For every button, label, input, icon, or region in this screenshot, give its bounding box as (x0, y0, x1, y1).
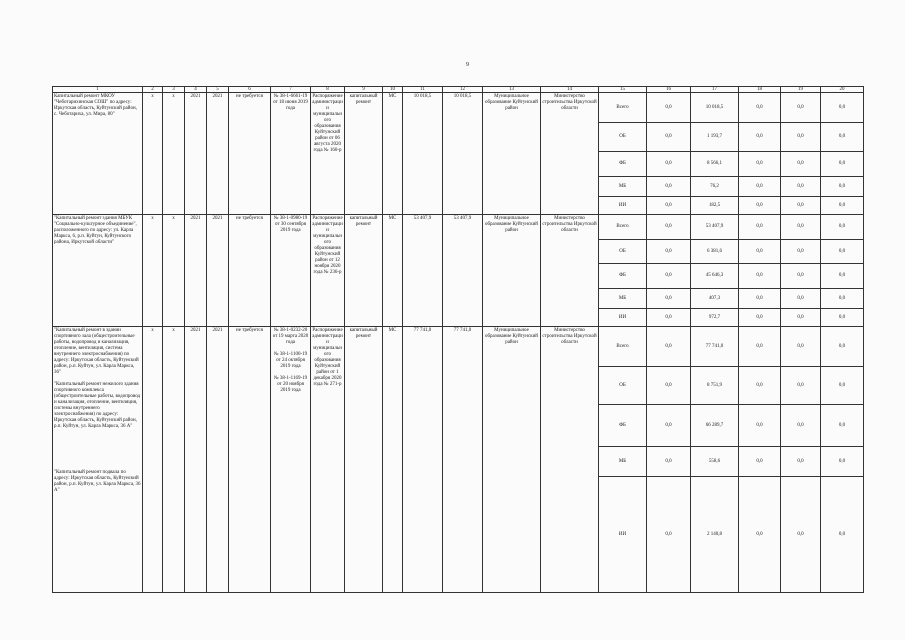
table-cell: 182,5 (691, 197, 739, 215)
table-cell: не требуется (229, 215, 271, 327)
table-cell: 0,0 (647, 215, 691, 240)
table-cell: 0,0 (781, 309, 821, 327)
table-cell: 10 018,5 (403, 93, 443, 215)
object-name-cell: "Капитальный ремонт здания МБУК "Социально-культурное объединение", расположенного по адресу: ул. Карла Маркса, 6, р.п. Куйтун, Куйтунского района, Иркутской области" (53, 215, 143, 327)
table-cell: 0,0 (781, 477, 821, 593)
table-cell: 0,0 (647, 309, 691, 327)
table-cell: Распоряжение администрации муниципального образования Куйтунский район от 06 августа 2020 года № 160-р (311, 93, 345, 215)
table-cell: х (163, 215, 185, 327)
expert-conclusion: № 38-1-1169-19 от 20 ноября 2019 года (273, 376, 308, 393)
col-number: 13 (483, 87, 541, 93)
table-cell: 53 407,9 (691, 215, 739, 240)
table-cell: 0,0 (647, 367, 691, 405)
table-cell: 0,0 (821, 215, 864, 240)
funding-source-label: ОБ (599, 367, 647, 405)
table-cell: 0,0 (821, 264, 864, 289)
expert-conclusion: № 38-1-1100-19 от 24 октября 2019 года (273, 352, 308, 369)
table-cell: 2021 (207, 93, 229, 215)
object-name: "Капитальный ремонт в здании спортивного зала (общестроительные работы, водопровод и канализация, отопление, вентиляция, система внутреннего электроснабжения) по адресу: Иркутская область, Куйтунский район, р.п. Куйтун, ул. Карла Маркса, 36" (54, 328, 139, 375)
col-number: 15 (599, 87, 647, 93)
table-cell: 0,0 (781, 405, 821, 447)
col-number: 1 (53, 87, 143, 93)
expert-conclusion: № 38-1-0232-20 от 19 марта 2020 года (272, 328, 309, 345)
table-cell: 407,3 (691, 289, 739, 309)
object-name: "Капитальный ремонт нежилого здания спортивного комплекса (общестроительные работы, водопровод и канализация, отопление, вентиляция, системы внутреннего электроснабжения) по адресу: Иркутская область, Куйтунский район, р.п. Куйтун, ул. Карла Маркса, 36 А" (54, 382, 141, 429)
table-cell: 53 407,9 (443, 215, 483, 327)
funding-source-label: ИИ (599, 477, 647, 593)
table-cell: 0,0 (821, 152, 864, 177)
table-cell: 45 646,3 (691, 264, 739, 289)
table-cell: 2 140,8 (691, 477, 739, 593)
table-cell: 0,0 (739, 447, 781, 477)
table-cell: 10 018,5 (443, 93, 483, 215)
table-cell: № 38-1-0980-19 от 30 сентября 2019 года (271, 215, 311, 327)
table-cell: 0,0 (821, 477, 864, 593)
table-cell: 66 289,7 (691, 405, 739, 447)
table-cell: 0,0 (821, 367, 864, 405)
col-number: 16 (647, 87, 691, 93)
table-cell: 558,6 (691, 447, 739, 477)
funding-source-label: ИИ (599, 197, 647, 215)
funding-source-label: ОБ (599, 123, 647, 152)
table-cell: 0,0 (781, 93, 821, 123)
table-cell: 77 741,0 (443, 327, 483, 593)
table-cell: Муниципальное образование Куйтунский район (483, 215, 541, 327)
table-cell: 0,0 (781, 152, 821, 177)
table-cell: 0,0 (821, 240, 864, 264)
table-cell: 0,0 (647, 327, 691, 367)
table-cell: 6 381,6 (691, 240, 739, 264)
table-cell: 0,0 (739, 309, 781, 327)
table-cell: капитальный ремонт (345, 93, 383, 215)
col-number: 19 (781, 87, 821, 93)
table-cell: 0,0 (647, 177, 691, 197)
table-cell: 2021 (185, 215, 207, 327)
table-cell: Распоряжение администрации муниципального образования Куйтунский район от 12 ноября 2020 года № 236-р (311, 215, 345, 327)
table-cell: 0,0 (647, 123, 691, 152)
table-cell: 0,0 (739, 123, 781, 152)
col-number: 10 (383, 87, 403, 93)
table-cell: 0,0 (739, 197, 781, 215)
table-cell: 0,0 (821, 289, 864, 309)
table-cell: 2021 (185, 327, 207, 593)
col-number: 6 (229, 87, 271, 93)
program-table (52, 86, 864, 593)
conclusion-cell (271, 327, 311, 593)
table-cell: 972,7 (691, 309, 739, 327)
table-cell: не требуется (229, 327, 271, 593)
funding-source-label: Всего (599, 327, 647, 367)
col-number: 17 (691, 87, 739, 93)
funding-source-label: ФБ (599, 264, 647, 289)
funding-source-label: МБ (599, 447, 647, 477)
table-cell: 0,0 (821, 447, 864, 477)
table-cell: 0,0 (781, 197, 821, 215)
table-cell: 53 407,9 (403, 215, 443, 327)
table-cell: 0,0 (781, 367, 821, 405)
table-cell: 0,0 (647, 477, 691, 593)
table-cell: Распоряжение администрации муниципального образования Куйтунский район от 1 декабря 2020 года № 271-р (311, 327, 345, 593)
table-cell: 77 741,0 (403, 327, 443, 593)
table-cell: 0,0 (821, 327, 864, 367)
table-cell: 0,0 (781, 264, 821, 289)
table-cell: 0,0 (739, 264, 781, 289)
table-cell: 0,0 (781, 123, 821, 152)
table-cell: 10 018,5 (691, 93, 739, 123)
col-number: 4 (185, 87, 207, 93)
table-row (53, 215, 864, 240)
table-cell: 0,0 (739, 477, 781, 593)
table-cell: х (163, 93, 185, 215)
table-cell: х (143, 327, 163, 593)
table-cell: 0,0 (739, 327, 781, 367)
table-cell: 0,0 (781, 240, 821, 264)
table-cell: 8 751,9 (691, 367, 739, 405)
table-cell: 0,0 (781, 177, 821, 197)
table-cell: 0,0 (781, 215, 821, 240)
table-cell: 0,0 (739, 240, 781, 264)
table-cell: 77 741,0 (691, 327, 739, 367)
table-cell: 0,0 (781, 447, 821, 477)
table-cell: 0,0 (821, 309, 864, 327)
table-cell: 2021 (207, 215, 229, 327)
table-cell: МС (383, 327, 403, 593)
table-cell: 0,0 (821, 123, 864, 152)
funding-source-label: ФБ (599, 405, 647, 447)
table-cell: 2021 (185, 93, 207, 215)
table-cell: Министерство строительства Иркутской области (541, 93, 599, 215)
table-cell: 1 193,7 (691, 123, 739, 152)
table-cell: 0,0 (821, 177, 864, 197)
table-cell: Министерство строительства Иркутской области (541, 215, 599, 327)
table-cell: х (163, 327, 185, 593)
table-cell: 0,0 (781, 289, 821, 309)
table-cell: № 38-1-6661-19 от 18 июня 2019 года (271, 93, 311, 215)
table-cell: 0,0 (647, 93, 691, 123)
table-row (53, 93, 864, 123)
funding-source-label: МБ (599, 289, 647, 309)
col-number: 3 (163, 87, 185, 93)
object-name-cell (53, 327, 143, 593)
table-cell: х (143, 93, 163, 215)
table-cell: МС (383, 215, 403, 327)
table-cell: Муниципальное образование Куйтунский район (483, 93, 541, 215)
funding-source-label: ФБ (599, 152, 647, 177)
table-cell: не требуется (229, 93, 271, 215)
table-cell: Министерство строительства Иркутской области (541, 327, 599, 593)
col-number: 9 (345, 87, 383, 93)
col-number: 7 (271, 87, 311, 93)
page-number: 9 (466, 62, 469, 68)
table-cell: 0,0 (647, 152, 691, 177)
funding-source-label: ОБ (599, 240, 647, 264)
table-cell: 0,0 (739, 405, 781, 447)
table-cell: капитальный ремонт (345, 327, 383, 593)
table-cell: 0,0 (647, 240, 691, 264)
table-cell: МС (383, 93, 403, 215)
col-number: 14 (541, 87, 599, 93)
table-cell: 0,0 (647, 197, 691, 215)
col-number: 5 (207, 87, 229, 93)
funding-source-label: Всего (599, 93, 647, 123)
table-cell: 0,0 (821, 405, 864, 447)
table-cell: 0,0 (739, 367, 781, 405)
table-cell: 8 566,1 (691, 152, 739, 177)
table-cell: 76,2 (691, 177, 739, 197)
col-number: 8 (311, 87, 345, 93)
table-cell: 0,0 (739, 215, 781, 240)
table-cell: 2021 (207, 327, 229, 593)
table-cell: 0,0 (647, 289, 691, 309)
col-number: 18 (739, 87, 781, 93)
col-number: 20 (821, 87, 864, 93)
table-cell: 0,0 (739, 93, 781, 123)
col-number: 12 (443, 87, 483, 93)
col-number: 11 (403, 87, 443, 93)
object-name-cell: Капитальный ремонт МКОУ "Чеботарихинская СОШ" по адресу: Иркутская область, Куйтунский район, с. Чеботариха, ул. Мира, 80" (53, 93, 143, 215)
table-cell: 0,0 (781, 327, 821, 367)
table-cell: 0,0 (739, 152, 781, 177)
table-cell: 0,0 (821, 197, 864, 215)
object-name: "Капитальный ремонт подвала по адресу: Иркутская область, Куйтунский район, р.п. Куйтун, ул. Карла Маркса, 36 А" (54, 470, 141, 493)
funding-source-label: МБ (599, 177, 647, 197)
table-cell: 0,0 (647, 405, 691, 447)
funding-source-label: Всего (599, 215, 647, 240)
funding-source-label: ИИ (599, 309, 647, 327)
table-cell: 0,0 (739, 289, 781, 309)
table-cell: х (143, 215, 163, 327)
table-cell: 0,0 (647, 447, 691, 477)
table-cell: 0,0 (821, 93, 864, 123)
table-cell: 0,0 (647, 264, 691, 289)
table-row (53, 327, 864, 367)
table-cell: 0,0 (739, 177, 781, 197)
table-cell: капитальный ремонт (345, 215, 383, 327)
col-number: 2 (143, 87, 163, 93)
table-cell: Муниципальное образование Куйтунский район (483, 327, 541, 593)
